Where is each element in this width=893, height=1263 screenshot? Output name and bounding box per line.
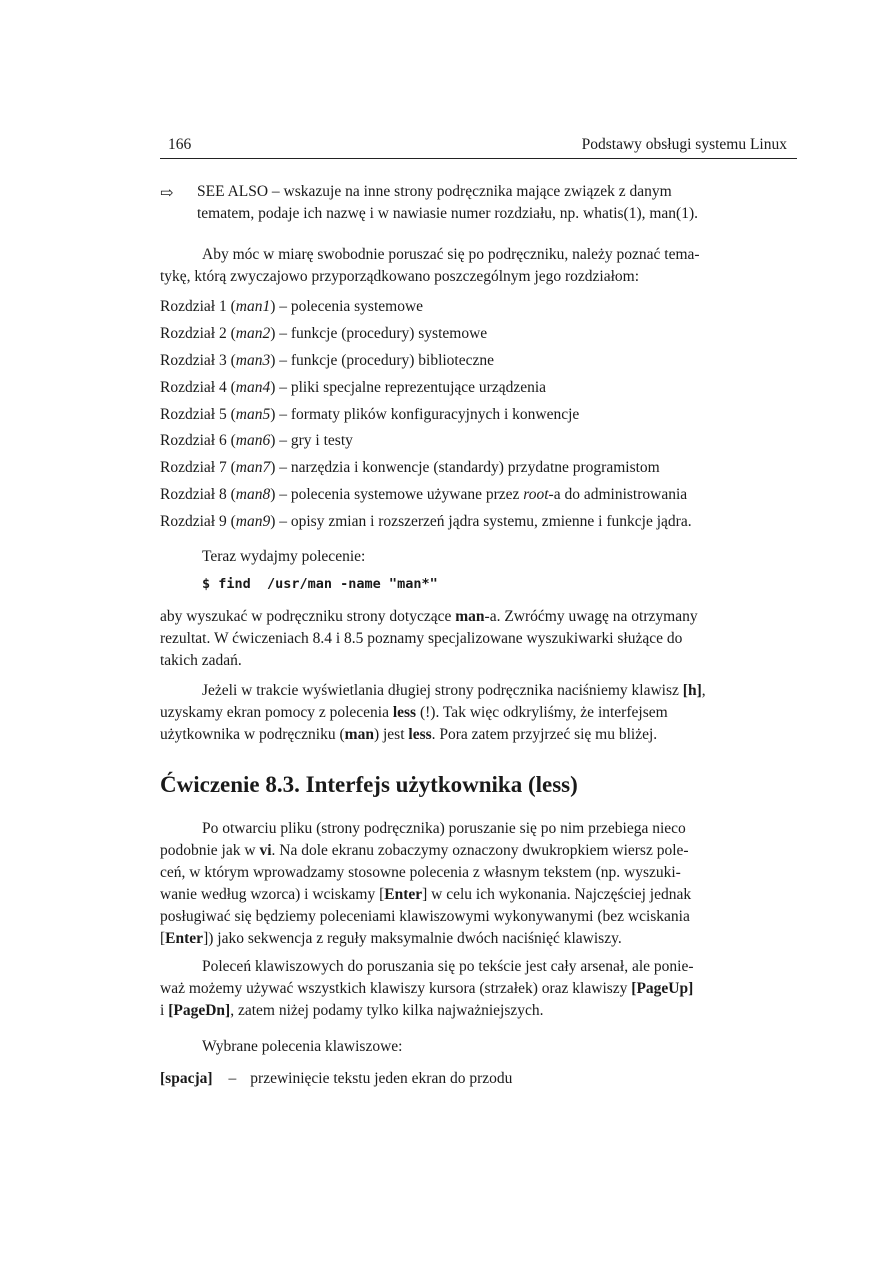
section-list xyxy=(160,294,692,536)
search-paragraph xyxy=(160,606,797,672)
keys-line-1: Poleceń klawiszowych do poruszania się po tekście jest cały arsenał, ale ponie- xyxy=(202,958,694,975)
exercise-line-6: [Enter]) jako sekwencja z reguły maksymalnie dwóch naciśnięć klawiszy. xyxy=(160,930,622,947)
running-title: Podstawy obsługi systemu Linux xyxy=(581,136,787,153)
help-line-1: Jeżeli w trakcie wyświetlania długiej strony podręcznika naciśniemy klawisz [h], xyxy=(202,682,706,699)
help-paragraph xyxy=(160,680,797,746)
help-line-2: uzyskamy ekran pomocy z polecenia less (!). Tak więc odkryliśmy, że interfejsem xyxy=(160,704,668,721)
search-line-3: takich zadań. xyxy=(160,652,242,669)
exercise-line-5: posługiwać się będziemy poleceniami klawiszowymi wykonywanymi (bez wciskania xyxy=(160,908,690,925)
list-item: Rozdział 4 (man4) – pliki specjalne reprezentujące urządzenia xyxy=(160,378,547,396)
list-item: Rozdział 5 (man5) – formaty plików konfiguracyjnych i konwencje xyxy=(160,405,580,423)
see-also-paragraph xyxy=(197,181,797,225)
keys-paragraph xyxy=(160,956,797,1022)
list-item: Rozdział 7 (man7) – narzędzia i konwencje (standardy) przydatne programistom xyxy=(160,459,660,477)
help-line-3: użytkownika w podręczniku (man) jest less. Pora zatem przyjrzeć się mu bliżej. xyxy=(160,726,658,743)
list-item: Rozdział 2 (man2) – funkcje (procedury) systemowe xyxy=(160,324,488,342)
key-command-item: [spacja] – przewinięcie tekstu jeden ekran do przodu xyxy=(160,1070,513,1087)
list-item: Rozdział 1 (man1) – polecenia systemowe xyxy=(160,298,424,315)
keys-line-2: waż możemy używać wszystkich klawiszy kursora (strzałek) oraz klawiszy [PageUp] xyxy=(160,980,694,997)
key-label: [spacja] xyxy=(160,1070,213,1087)
intro-line-1: Aby móc w miarę swobodnie poruszać się po podręczniku, należy poznać tema- xyxy=(202,246,700,263)
keys-line-3: i [PageDn], zatem niżej podamy tylko kilka najważniejszych. xyxy=(160,1002,544,1019)
selected-intro: Wybrane polecenia klawiszowe: xyxy=(202,1038,403,1055)
exercise-paragraph xyxy=(160,818,797,950)
arrow-bullet-icon: ⇨ xyxy=(160,185,174,202)
intro-line-2: tykę, którą zwyczajowo przyporządkowano poszczególnym jego rozdziałom: xyxy=(160,268,640,285)
intro-paragraph xyxy=(160,244,797,288)
exercise-line-1: Po otwarciu pliku (strony podręcznika) poruszanie się po nim przebiega nieco xyxy=(202,820,686,837)
key-description: przewinięcie tekstu jeden ekran do przodu xyxy=(250,1070,513,1087)
search-line-1: aby wyszukać w podręczniku strony dotyczące man-a. Zwróćmy uwagę na otrzymany xyxy=(160,608,698,625)
list-item: Rozdział 3 (man3) – funkcje (procedury) biblioteczne xyxy=(160,351,495,369)
exercise-line-2: podobnie jak w vi. Na dole ekranu zobaczymy oznaczony dwukropkiem wiersz pole- xyxy=(160,842,689,859)
search-line-2: rezultat. W ćwiczeniach 8.4 i 8.5 poznamy specjalizowane wyszukiwarki służące do xyxy=(160,630,683,647)
see-also-line-2: tematem, podaje ich nazwę i w nawiasie numer rozdziału, np. whatis(1), man(1). xyxy=(197,205,698,222)
see-also-line-1: SEE ALSO – wskazuje na inne strony podręcznika mające związek z danym xyxy=(197,183,672,200)
page-header xyxy=(160,136,797,159)
list-item: Rozdział 6 (man6) – gry i testy xyxy=(160,432,353,450)
page-number: 166 xyxy=(168,136,192,153)
list-item: Rozdział 8 (man8) – polecenia systemowe używane przez root-a do administrowania xyxy=(160,486,688,504)
command-intro: Teraz wydajmy polecenie: xyxy=(202,548,366,565)
exercise-heading: Ćwiczenie 8.3. Interfejs użytkownika (less) xyxy=(160,772,578,797)
command-line: $ find /usr/man -name "man*" xyxy=(202,576,438,592)
exercise-line-3: ceń, w którym wprowadzamy stosowne polecenia z własnym tekstem (np. wyszuki- xyxy=(160,864,681,881)
exercise-line-4: wanie według wzorca) i wciskamy [Enter] w celu ich wykonania. Najczęściej jednak xyxy=(160,886,692,903)
list-item: Rozdział 9 (man9) – opisy zmian i rozszerzeń jądra systemu, zmienne i funkcje jądra. xyxy=(160,513,692,531)
